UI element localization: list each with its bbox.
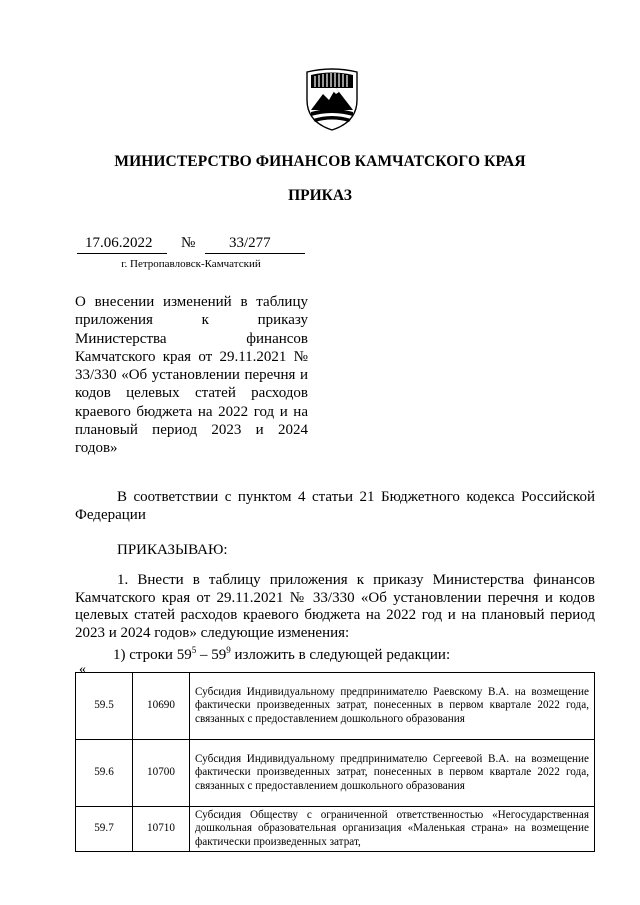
date-underline xyxy=(77,253,167,254)
coat-of-arms-icon xyxy=(303,66,361,132)
item-1-sub-1 xyxy=(113,642,633,665)
document-type: ПРИКАЗ xyxy=(288,187,352,204)
order-subject: О внесении изменений в таблицу приложения к приказу Министерства финансов Камчатского края от 29.11.2021 № 33/330 «Об установлении перечня и кодов целевых статей расходов краевого бюджета на 2022 год и на плановый период 2023 и 2024 годов» xyxy=(75,294,308,457)
superscript: 9 xyxy=(226,645,231,655)
item-1-sub-1-prefix: 1) строки 59 xyxy=(113,647,192,663)
ministry-title: МИНИСТЕРСТВО ФИНАНСОВ КАМЧАТСКОГО КРАЯ xyxy=(114,153,526,170)
description-cell: Субсидия Индивидуальному предпринимателю Раевскому В.А. на возмещение фактически произведенных затрат, понесенных в первом квартале 2022 года, связанных с предоставлением дошкольного образования xyxy=(190,673,595,740)
code-cell: 10690 xyxy=(133,673,190,740)
description-cell: Субсидия Индивидуальному предпринимателю Сергеевой В.А. на возмещение фактически произведенных затрат, понесенных в первом квартале 2022 года, связанных с предоставлением дошкольного образования xyxy=(190,740,595,807)
line-number-cell: 59.7 xyxy=(76,807,133,852)
number-sign: № xyxy=(181,235,196,251)
item-1-sub-1-suffix: изложить в следующей редакции: xyxy=(230,647,451,663)
code-cell: 10710 xyxy=(133,807,190,852)
open-quote: « xyxy=(79,662,86,677)
superscript: 5 xyxy=(191,645,197,655)
line-number-cell: 59.6 xyxy=(76,740,133,807)
description-cell: Субсидия Обществу с ограниченной ответственностью «Негосударственная дошкольная образовательная организация «Маленькая страна» на возмещение фактически произведенных затрат, xyxy=(190,807,595,852)
line-number-cell: 59.5 xyxy=(76,673,133,740)
city: г. Петропавловск-Камчатский xyxy=(121,258,261,270)
legal-basis: В соответствии с пунктом 4 статьи 21 Бюджетного кодекса Российской Федерации xyxy=(75,489,595,523)
number-underline xyxy=(205,253,305,254)
table-row xyxy=(76,740,595,807)
item-1-sub-1-dash: – 59 xyxy=(196,647,227,663)
table-row xyxy=(76,807,595,852)
item-1: 1. Внести в таблицу приложения к приказу Министерства финансов Камчатского края от 29.11.2021 № 33/330 «Об установлении перечня и кодов целевых статей расходов краевого бюджета на 2022 год и на плановый период 2023 и 2024 годов» следующие изменения: xyxy=(75,572,595,641)
order-date: 17.06.2022 xyxy=(85,235,153,251)
order-word: ПРИКАЗЫВАЮ: xyxy=(117,542,228,558)
amendment-table xyxy=(75,672,595,852)
table-row xyxy=(76,673,595,740)
code-cell: 10700 xyxy=(133,740,190,807)
order-number: 33/277 xyxy=(229,235,271,251)
